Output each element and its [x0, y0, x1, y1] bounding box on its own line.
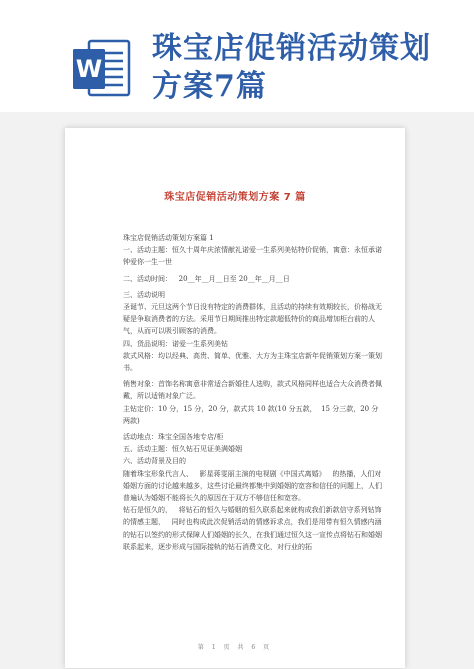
paragraph: 钻石是恒久的， 将钻石的恒久与婚姻的恒久联系起来就构成我们新款信守系列钻饰的情感主题， 同时也构成此次促销活动的情感诉求点，我们是用带有恒久情感内涵的钻石以签约的形式保障人们婚姻的长久，在我们通过恒久这一宣传点将钻石和婚姻联系起来，逐步形成与国际接轨的钻石消费文化，对行业的拓: [123, 506, 382, 551]
document-page: [65, 128, 405, 668]
word-document-icon: [73, 37, 133, 101]
document-body: [123, 232, 385, 553]
paragraph: 一、活动主题：恒久十周年庆浓情献礼诺爱一生系列美钻特价促销，寓意：永恒承诺钟爱你一生一世: [123, 246, 382, 267]
paragraph: 珠宝店促销活动策划方案篇 1: [123, 234, 214, 242]
paragraph: 随着珠宝形象代言人、 影星蒋雯丽主演的电视剧《中国式离婚》 的热播，人们对婚姻方面的讨论越来越多，这些讨论最终都集中到婚姻的宽容和信任的问题上，人们普遍认为婚姻不能将长久的原因在于双方不够信任和宽容。: [123, 469, 382, 503]
paragraph: 二、活动时间： 20__年__月__日至 20__年__月__日: [123, 274, 290, 283]
page-title: 珠宝店促销活动策划方案 7 篇: [164, 192, 306, 203]
header-banner: [0, 0, 474, 112]
paragraph: 活动地点：珠宝全国各地专店/柜: [123, 433, 224, 442]
paragraph: 五、活动主题：恒久钻石见证美满婚姻: [123, 445, 242, 454]
paragraph: 主钻定价：10 分，15 分，20 分，款式共 10 款(10 分五款， 15 分三款，20 分两款): [123, 404, 379, 425]
word-icon-letter: W: [75, 55, 103, 83]
page-number: 第 1 页 共 6 页: [197, 644, 273, 651]
paragraph: 圣诞节、元旦这两个节日没有特定的消费群体，且活动的持续有效期较长，价格战无疑是争取消费者的方法。采用节日期间推出特定款超低特价的商品增加柜台前的人气，从而可以吸引顾客的消费。: [123, 303, 382, 336]
paragraph: 三、活动说明: [123, 290, 165, 299]
paragraph: 款式风格：均以经典、高贵、简单、优雅、大方为主珠宝店新年促销策划方案一策划书。: [123, 351, 382, 373]
paragraph: 四、货品说明：诺爱一生系列美钻: [123, 339, 228, 348]
paragraph: 六、活动背景及目的: [123, 457, 186, 466]
paragraph: 销售对象：首饰名称寓意非常适合新婚佳人选购，款式风格同样也适合大众消费者佩戴，所以适销对象广泛。: [123, 380, 382, 401]
document-file-title: 珠宝店促销活动策划方案7篇: [152, 31, 431, 104]
preview-stage: [0, 112, 474, 669]
